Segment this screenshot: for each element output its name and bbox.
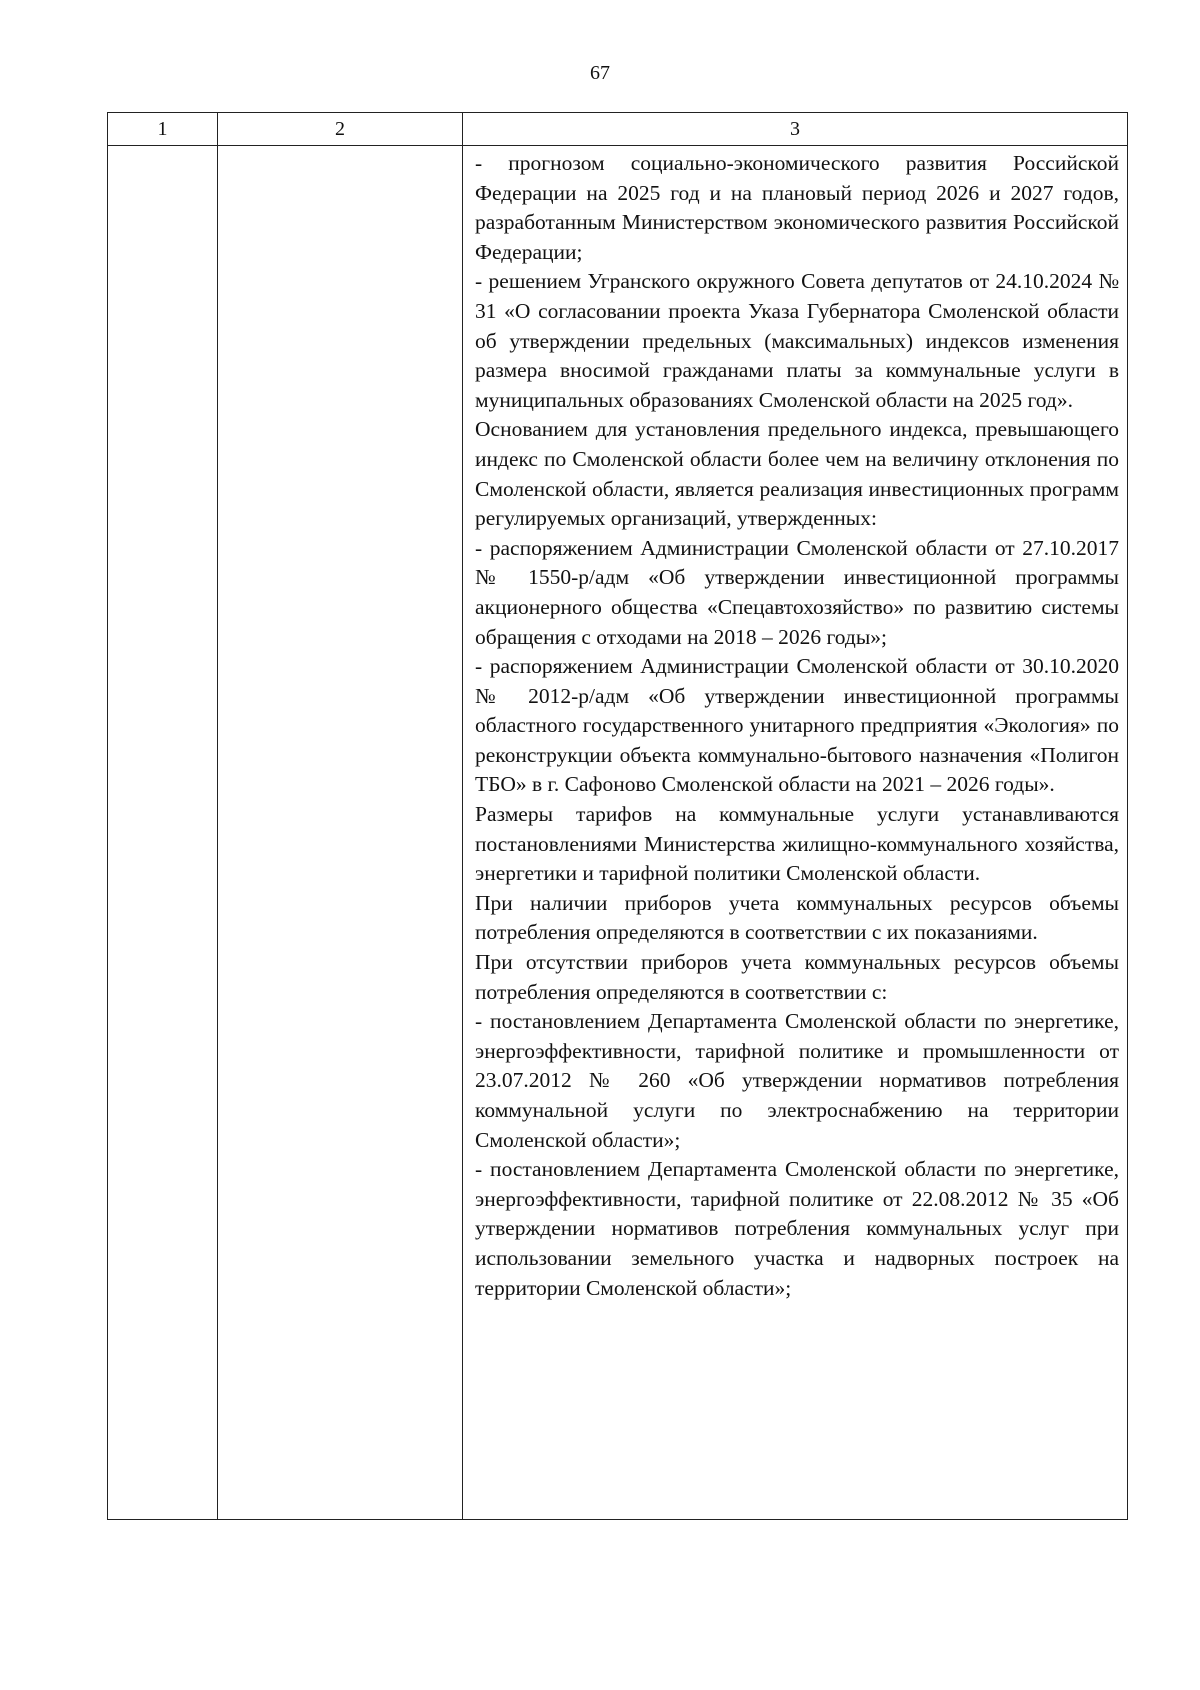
- paragraph: Основанием для установления предельного индекса, превышающего индекс по Смоленской области более чем на величину отклонения по Смоленской области, является реализация инвестиционных программ регулируемых организаций, утвержденных:: [475, 417, 1119, 531]
- column-header-1: 1: [108, 113, 218, 146]
- table-header-row: [108, 113, 1128, 146]
- paragraph: - прогнозом социально-экономического развития Российской Федерации на 2025 год и на плановый период 2026 и 2027 годов, разработанным Министерством экономического развития Российской Федерации;: [475, 151, 1119, 264]
- cell-col-3: [463, 146, 1128, 1520]
- paragraph: - распоряжением Администрации Смоленской области от 27.10.2017 № 1550-р/адм «Об утверждении инвестиционной программы акционерного общества «Спецавтохозяйство» по развитию системы обращения с отходами на 2018 – 2026 годы»;: [475, 535, 1119, 649]
- cell-col-1: [108, 146, 218, 1520]
- paragraph: Размеры тарифов на коммунальные услуги устанавливаются постановлениями Министерства жилищно-коммунального хозяйства, энергетики и тарифной политики Смоленской области.: [475, 802, 1119, 886]
- cell-text-block: [463, 146, 1127, 1303]
- paragraph: - распоряжением Администрации Смоленской области от 30.10.2020 № 2012-р/адм «Об утверждении инвестиционной программы областного государственного унитарного предприятия «Экология» по реконструкции объекта коммунально-бытового назначения «Полигон ТБО» в г. Сафоново Смоленской области на 2021 – 2026 годы».: [475, 654, 1119, 797]
- column-header-3: 3: [463, 113, 1128, 146]
- paragraph: При отсутствии приборов учета коммунальных ресурсов объемы потребления определяются в соответствии с:: [475, 950, 1119, 1004]
- page-number: 67: [590, 62, 610, 84]
- document-table: [107, 112, 1128, 1520]
- table-row: [108, 146, 1128, 1520]
- paragraph: - постановлением Департамента Смоленской области по энергетике, энергоэффективности, тарифной политике от 22.08.2012 № 35 «Об утверждении нормативов потребления коммунальных услуг при использовании земельного участка и надворных построек на территории Смоленской области»;: [475, 1157, 1119, 1300]
- column-header-2: 2: [218, 113, 463, 146]
- paragraph: При наличии приборов учета коммунальных ресурсов объемы потребления определяются в соответствии с их показаниями.: [475, 890, 1119, 945]
- paragraph: - постановлением Департамента Смоленской области по энергетике, энергоэффективности, тарифной политике и промышленности от 23.07.2012 № 260 «Об утверждении нормативов потребления коммунальной услуги по электроснабжению на территории Смоленской области»;: [475, 1009, 1119, 1152]
- paragraph: - решением Угранского окружного Совета депутатов от 24.10.2024 № 31 «О согласовании проекта Указа Губернатора Смоленской области об утверждении предельных (максимальных) индексов изменения размера вносимой гражданами платы за коммунальные услуги в муниципальных образованиях Смоленской области на 2025 год».: [475, 269, 1119, 412]
- cell-col-2: [218, 146, 463, 1520]
